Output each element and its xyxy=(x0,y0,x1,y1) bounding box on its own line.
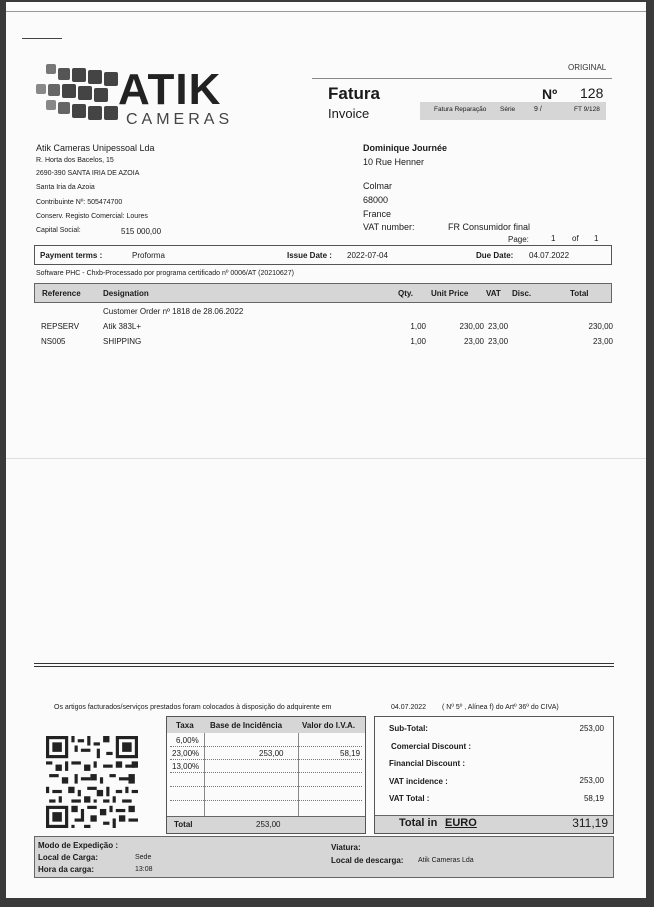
qr-code xyxy=(46,736,138,828)
customer-city: Colmar xyxy=(363,181,393,191)
customer-vat-label: VAT number: xyxy=(363,222,415,232)
vat-incidence-value: 253,00 xyxy=(579,776,604,785)
seller-capital-label: Capital Social: xyxy=(36,227,81,234)
subtotal-label: Sub-Total: xyxy=(389,724,428,733)
series-value: 9 / xyxy=(534,106,542,113)
tax-rate-6: 6,00% xyxy=(176,736,199,745)
row-qty: 1,00 xyxy=(410,337,426,346)
page-label: Page: xyxy=(508,235,529,244)
page-total: 1 xyxy=(594,234,599,243)
row-designation: Atik 383L+ xyxy=(103,322,142,331)
tax-base-23: 253,00 xyxy=(259,749,284,758)
tax-rate-header: Taxa xyxy=(176,721,194,730)
load-place-label: Local de Carga: xyxy=(38,853,99,862)
shipping-mode-label: Modo de Expedição : xyxy=(38,841,119,850)
col-reference: Reference xyxy=(42,289,81,298)
col-vat: VAT xyxy=(486,289,501,298)
vehicle-label: Viatura: xyxy=(331,843,361,852)
original-label: ORIGINAL xyxy=(568,63,607,72)
customer-vat-value: FR Consumidor final xyxy=(448,222,531,232)
legal-reference: ( Nº 5º , Alínea f) do Artº 36º do CIVA) xyxy=(442,704,559,711)
availability-date: 04.07.2022 xyxy=(391,704,427,711)
customer-street: 10 Rue Henner xyxy=(363,157,425,167)
row-vat: 23,00 xyxy=(488,337,509,346)
seller-capital-value: 515 000,00 xyxy=(121,227,162,236)
col-total: Total xyxy=(570,289,589,298)
unload-place-label: Local de descarga: xyxy=(331,856,404,865)
doc-number: 128 xyxy=(580,85,604,101)
col-disc: Disc. xyxy=(512,289,532,298)
seller-address-3: Santa Iria da Azoia xyxy=(36,184,95,191)
row-reference: NS005 xyxy=(41,337,66,346)
row-reference: REPSERV xyxy=(41,322,80,331)
doc-subtitle: Invoice xyxy=(328,106,370,121)
due-date-label: Due Date: xyxy=(476,251,514,260)
seller-name: Atik Cameras Unipessoal Lda xyxy=(36,143,155,153)
header-rule xyxy=(312,78,612,79)
grand-total-label: Total in xyxy=(399,817,438,829)
commercial-discount-label: Comercial Discount : xyxy=(391,742,472,751)
subtotal-value: 253,00 xyxy=(579,724,604,733)
series-label: Série xyxy=(500,106,516,113)
tax-base-header: Base de Incidência xyxy=(210,721,283,730)
seller-address-2: 2690-390 SANTA IRIA DE AZOIA xyxy=(36,170,140,177)
row-qty: 1,00 xyxy=(410,322,426,331)
scan-edge-line xyxy=(6,11,646,12)
row-unit-price: 23,00 xyxy=(463,337,484,346)
series-type: Fatura Reparação xyxy=(434,106,487,113)
col-unit-price: Unit Price xyxy=(431,289,469,298)
customer-country: France xyxy=(363,209,392,219)
unload-place-value: Atik Cameras Lda xyxy=(418,857,474,864)
customer-name: Dominique Journée xyxy=(363,143,448,153)
col-qty: Qty. xyxy=(398,289,413,298)
availability-text: Os artigos facturados/serviços prestados foram colocados à disposição do adquirente em xyxy=(54,704,332,711)
vat-total-label: VAT Total : xyxy=(389,794,430,803)
grand-total-value: 311,19 xyxy=(572,816,608,830)
load-time-value: 13:08 xyxy=(135,866,153,873)
series-ref: FT 9/128 xyxy=(574,106,600,113)
tax-rate-13: 13,00% xyxy=(172,762,200,771)
vat-total-value: 58,19 xyxy=(583,794,604,803)
body-end-rule-2 xyxy=(34,666,614,667)
row-designation: SHIPPING xyxy=(103,337,142,346)
invoice-page: ATIK CAMERAS ORIGINAL Fatura Invoice Nº 128 Fatura Reparação Série 9 / FT 9/128 Atik Cameras Unipessoal Lda R. Horta dos Bacelos, 15 2690-390 SANTA IRIA DE AZOIA Santa Iria da Azoia Contribuinte Nº: 505474700 Conserv. Registo Comercial: Loures Capital Social: 515 000,00 Dominique Journée 10 Rue Henner Colmar 68000 France VAT number: FR Consumidor final Page: 1 of 1 Payment terms : Proforma Issue Date : 2022-07-04 Due Date: 04.07.2022 Software PHC - Chxb-Processado por programa certificado nº 0006/AT (20210627) Reference Designation Qty. Unit Price VAT Disc. Total Customer Order nº 1818 de 28.06.2022 REPSERV Atik 383L+ 1,00 230,00 23,00 230,00 NS005 SHIPPING 1,00 23,00 23,00 23,00 Os artigos facturados/serviços prestados foram colocados à disposição do adquirente em 04.07.2022 ( Nº 5º , Alínea f) do Artº 36º do CIVA) Taxa Base de Incidência Valor do I.V.A. 6,00% 23,00% 253,00 58,19 13,00% Total 253,00 Sub-Total: 253,00 Comercial Discount : Financial Discount : VAT incidence : 253,00 VAT Total : 58,19 Total in EURO 311,19 Modo de Expedição : Local de Carga: Sede Hora da carga: 13:08 Viatura: Local de descarga: Atik Cameras Lda xyxy=(6,2,646,898)
tax-rate-23: 23,00% xyxy=(172,749,200,758)
issue-date-label: Issue Date : xyxy=(287,251,332,260)
row-total: 23,00 xyxy=(592,337,613,346)
order-note: Customer Order nº 1818 de 28.06.2022 xyxy=(103,307,244,316)
tax-total-value: 253,00 xyxy=(256,820,281,829)
page-number: 1 xyxy=(551,234,556,243)
vat-incidence-label: VAT incidence : xyxy=(389,777,448,786)
software-note: Software PHC - Chxb-Processado por programa certificado nº 0006/AT (20210627) xyxy=(36,270,294,277)
seller-nif: Contribuinte Nº: 505474700 xyxy=(36,199,123,206)
row-vat: 23,00 xyxy=(488,322,509,331)
due-date-value: 04.07.2022 xyxy=(529,251,570,260)
tax-vat-23: 58,19 xyxy=(340,749,361,758)
page-of: of xyxy=(572,234,579,243)
body-end-rule xyxy=(34,663,614,664)
shipping-box xyxy=(34,836,614,878)
seller-address-1: R. Horta dos Bacelos, 15 xyxy=(36,157,114,164)
load-time-label: Hora da carga: xyxy=(38,865,95,874)
doc-number-label: Nº xyxy=(542,86,558,102)
payment-terms-value: Proforma xyxy=(132,251,165,260)
load-place-value: Sede xyxy=(135,854,152,861)
scan-mark xyxy=(22,38,62,39)
tax-total-label: Total xyxy=(174,820,193,829)
tax-vat-header: Valor do I.V.A. xyxy=(302,721,356,730)
col-designation: Designation xyxy=(103,289,149,298)
row-total: 230,00 xyxy=(588,322,613,331)
financial-discount-label: Financial Discount : xyxy=(389,759,466,768)
customer-postcode: 68000 xyxy=(363,195,389,205)
doc-title: Fatura xyxy=(328,84,380,103)
row-unit-price: 230,00 xyxy=(459,322,484,331)
fold-line xyxy=(6,458,646,459)
seller-registry: Conserv. Registo Comercial: Loures xyxy=(36,213,148,220)
grand-total-currency: EURO xyxy=(445,817,477,829)
payment-terms-label: Payment terms : xyxy=(40,251,103,260)
issue-date-value: 2022-07-04 xyxy=(347,251,388,260)
